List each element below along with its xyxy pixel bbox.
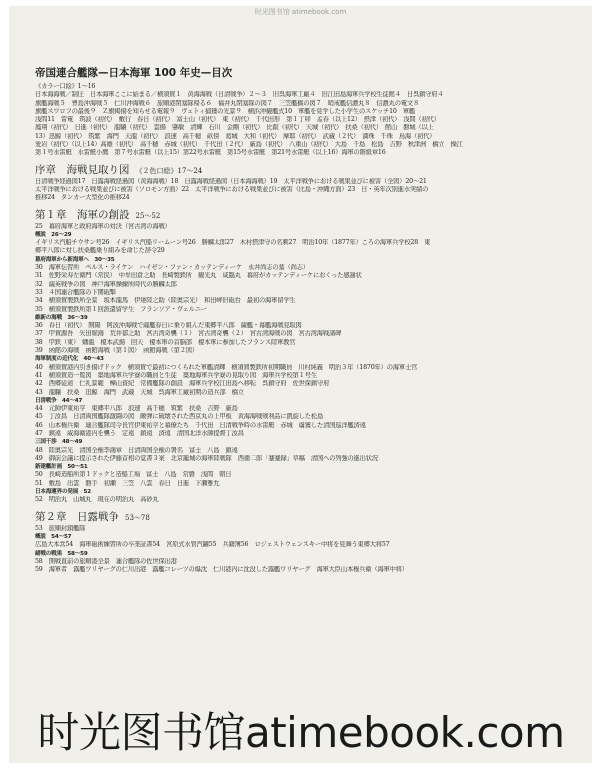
section-subheading: 概説 54〜57	[35, 533, 72, 540]
table-of-contents	[35, 66, 583, 574]
toc-line: 13）迅鯨（初代） 筑紫 海門 天龍（初代） 浪速 高千穂 畝傍 葛城 大和（初代） 摩耶（初代） 武蔵（２代） 満珠 千珠 鳥海（初代）	[35, 132, 436, 140]
section-subheading: 日本海運界の発展 52	[35, 489, 91, 496]
section-subheading: 三国干渉 48〜49	[35, 439, 83, 446]
toc-line: 鳳翔（初代） 日進（初代） 龍驤（初代） 雲揚 肇敏 清輝 石川 金剛（初代） 比叡（初代） 天城（初代） 扶桑（初代） 館山 磐城（以上	[35, 124, 434, 132]
toc-line: 第１号水雷艇 水雷艇小鷹 第７号水雷艇（以上15）第22号水雷艇 第15号水雷艇 第21号水雷艇（以上16）海軍の階級章16	[35, 149, 386, 157]
section-subheading: 幕府海軍から新海軍へ 30〜35	[35, 256, 115, 263]
toc-line: 46 山本権兵衛 連合艦隊司令長官伊東祐亨と幕僚たち 千代田 日清戦争時の水雷艇 赤城 虜獲した清国巡洋艦済遠	[35, 421, 366, 429]
section-subheading: 維新の海戦 36〜39	[35, 314, 88, 321]
chapter-pages: 53〜78	[125, 513, 150, 522]
toc-line: 43 龍驤 扶桑 迅鯨 海門 武蔵 天城 呉海軍工廠初期の造兵部 橋立	[35, 388, 244, 396]
section-subheading: 日清戦争 44〜47	[35, 397, 83, 404]
chapter-heading	[35, 163, 583, 177]
chapter-heading	[35, 510, 583, 524]
toc-line: 31 佐野栄寿左衛門（常民） 中牟田倉之助 長崎製鉄所 観光丸 咸臨丸 幕府がカッテンディーケにおくった感謝状	[35, 272, 362, 280]
toc-line: 旗艦海戦５ 豊島沖海戦５ 仁川沖海戦６ 旅順港閉塞隊帰る６ 福井丸閉塞隊の図７ 三笠艦橋の図７ 哨戒艦信濃丸８ 信濃丸の電文８	[35, 99, 420, 107]
toc-line: 太平洋戦争における戦果並びに被害（ソロモン方面）22 太平洋戦争における戦果並びに被害（比島・沖縄方面）23 日・英年次別進水実績の	[35, 185, 429, 193]
toc-line: 47 鎮遠 威海衛港内を襲う 定遠 鎮遠 済遠 清国北洋水師提督丁汝昌	[35, 429, 244, 437]
toc-line: 52 明治丸 山城丸 現在の明治丸 高砂丸	[35, 496, 159, 504]
toc-line: イギリス汽船チウサン号26 イギリス汽船リームーン号26 勝麟太郎27 木村摂津守の名刺27 明治10年（1877年）ころの海軍兵学校28 東	[35, 239, 431, 247]
toc-line: 48 陸奥宗光 清国全権李鴻章 日清両国全権の署名 富士 八島 鎮遠	[35, 446, 238, 454]
section-subheading: 新建艦計画 50〜51	[35, 464, 88, 471]
toc-line: 50 長崎造船所第１ドックと造船工場 富士 八島 常磐 浅間 朝日	[35, 471, 232, 479]
page-title: 帝国連合艦隊—日本海軍 100 年史—目次	[35, 67, 233, 79]
toc-line: 58 開戦直前の旅順港全景 連合艦隊の佐世保出港	[35, 557, 177, 565]
toc-line: 49 御前会議に提示された伊藤首相の覚書３案 北京籠城の海軍陸戦隊 西徳二郎「蹇蹇録」草稿 清国への列強の進出状況	[35, 454, 378, 462]
toc-line: 《カラー口絵》1〜16	[35, 83, 96, 90]
section-subheading: 海軍制度の近代化 40〜43	[35, 356, 104, 363]
toc-line: 37 甲賀源吾 矢田堀鴻 荒井郁之助 宮古湾奇襲（１） 宮古湾奇襲（２） 宮古湾海戦の図 宮古湾海戦諸碑	[35, 330, 342, 338]
toc-line: 30 海軍伝習所 ペルス・ライケン ハイゼン・ファン・カッテンディーケ 永井尚志の墓（尚志）	[35, 264, 309, 272]
document-page	[9, 6, 592, 763]
toc-line: 36 春日（初代） 開陽 阿波沖海戦で薩艦春日に乗り組んだ東郷平八郎 薩艦・幕艦海戦見取図	[35, 322, 302, 330]
toc-line: 浅間11 雷電 筑波（初代） 敷行 春日（初代） 富士山（初代） 東（初代） 千代田形 第１丁卯 孟春（以上12） 摂津（初代） 浅間（初代）	[35, 116, 440, 124]
toc-line: 38 甲鉄（東） 蟠龍 榎本武揚 回天 榎本軍の首脳部 榎本軍に参加したフランス陸軍教官	[35, 338, 296, 346]
toc-line: 51 敷島 出雲 磐手 初瀬 三笠 八雲 春日 日進 下瀬雅允	[35, 479, 220, 487]
toc-line: 44 元帥伊東祐亨 東郷平八郎 浪速 高千穂 筑紫 扶桑 吉野 厳島	[35, 405, 238, 413]
chapter-title: 序章 海戦見取り図	[35, 163, 130, 176]
section-subheading: 緒戦の戦果 58〜59	[35, 550, 88, 557]
site-header: 时光图书馆 atimebook.com	[254, 8, 347, 16]
toc-line: 32 薩英戦争の図 神戸海軍操練所時代の勝麟太郎	[35, 280, 177, 288]
toc-line: 45 丁汝昌 日清両国艦隊激闘の図 敵弾に破壊された西京丸の上甲板 黄海海戦戦利品に凱旋した松島	[35, 413, 324, 421]
toc-line: 郷平八郎に対し扶桑艦乗り組みを命じた辞令29	[35, 247, 165, 255]
section-subheading: 概説 26〜29	[35, 231, 72, 238]
toc-line: 33 ４国連合艦隊の下関砲撃	[35, 288, 116, 296]
chapter-title: 第２章 日露戦争	[35, 510, 119, 523]
toc-line: 35 横須賀製鉄所第１回派遣留学生 フランソア・ヴェルニー	[35, 305, 207, 313]
toc-line: 旗艦スワロフの最後９ Ｚ旗掲揚を知らせる電報９ ヴェトィ捕獲の光景９ 横浜沖観艦式10 軍艦を見学した小学生のスケッチ10 軍艦	[35, 107, 416, 115]
toc-line: 日本海海戦／制圧 日本海軍ここに始まる／横須賀１ 黄海海戦（日清戦争）２〜３ 旧呉海軍工廠４ 旧江田島海軍兵学校生徒館４ 日呉鎮守府４	[35, 91, 444, 99]
toc-line: 40 横須賀港内引き揚げドック 横須賀で最初につくられた軍艦清輝 横須賀製鉄所初期職員 川村純義 明治３年（1870年）の海軍士官	[35, 363, 418, 371]
toc-line: 34 横須賀製鉄所全景 坂本龍馬 伊達陸之助（陸奥宗光） 和田岬旧砲台 最初の海軍留学生	[35, 297, 296, 305]
toc-line: 53 旅順封鎖艦隊	[35, 524, 86, 532]
chapter-pages: 25〜52	[135, 211, 161, 220]
toc-line: 広島大本営54 海軍砲術練習所の卒業証書54 宮原式水管汽罐55 兵籍簿56 ロジェストウェンスキー中将を見舞う東郷大将57	[35, 541, 390, 549]
toc-line: 41 横須賀造一覧図 築地海軍兵学寮の職員と生徒 築地海軍兵学寮の見取り図 海軍兵学校第１号生	[35, 371, 317, 379]
chapter-pages: 《２色口絵》17〜24	[135, 166, 203, 175]
toc-line: 推移24 タンカー大型化の推移24	[35, 194, 130, 202]
chapter-title: 第１章 海軍の創設	[35, 208, 130, 221]
toc-line: 愛岩（初代）（以上14）高雄（初代） 高千穂 赤城（初代） 千代田（２代） 厳島（初代） 八重山（初代） 大島 千島 松島 吉野 秋津洲 橋立 操江	[35, 141, 463, 149]
toc-line: 42 西郷従道 仁礼景範 樺山資紀 常備艦隊の創設 海軍兵学校江田島へ移転 呉鎮守府 佐世保鎮守府	[35, 380, 330, 388]
toc-line: 日清戦争経過図17 日露海戦経過図（黄海海戦）18 日露海戦経過図（日本海海戦）19 太平洋戦争における戦果並びに被害（全図）20〜21	[35, 177, 427, 185]
chapter-heading	[35, 208, 583, 222]
toc-line: 59 海軍者 露艦ワリヤーグの仁川出港 露艦コレーツの爆沈 仁川港内に沈没した露艦ワリヤーグ 海軍大臣山本権兵衛（海軍中将）	[35, 566, 408, 574]
watermark-text: 时光图书馆atimebook.com	[37, 708, 565, 757]
toc-line: 25 幕府海軍と政府海軍の対決（宮古湾の海戦）	[35, 222, 171, 230]
toc-line: 39 函館の海戦 函館海戦（第１図） 函館海戦（第２図）	[35, 347, 198, 355]
